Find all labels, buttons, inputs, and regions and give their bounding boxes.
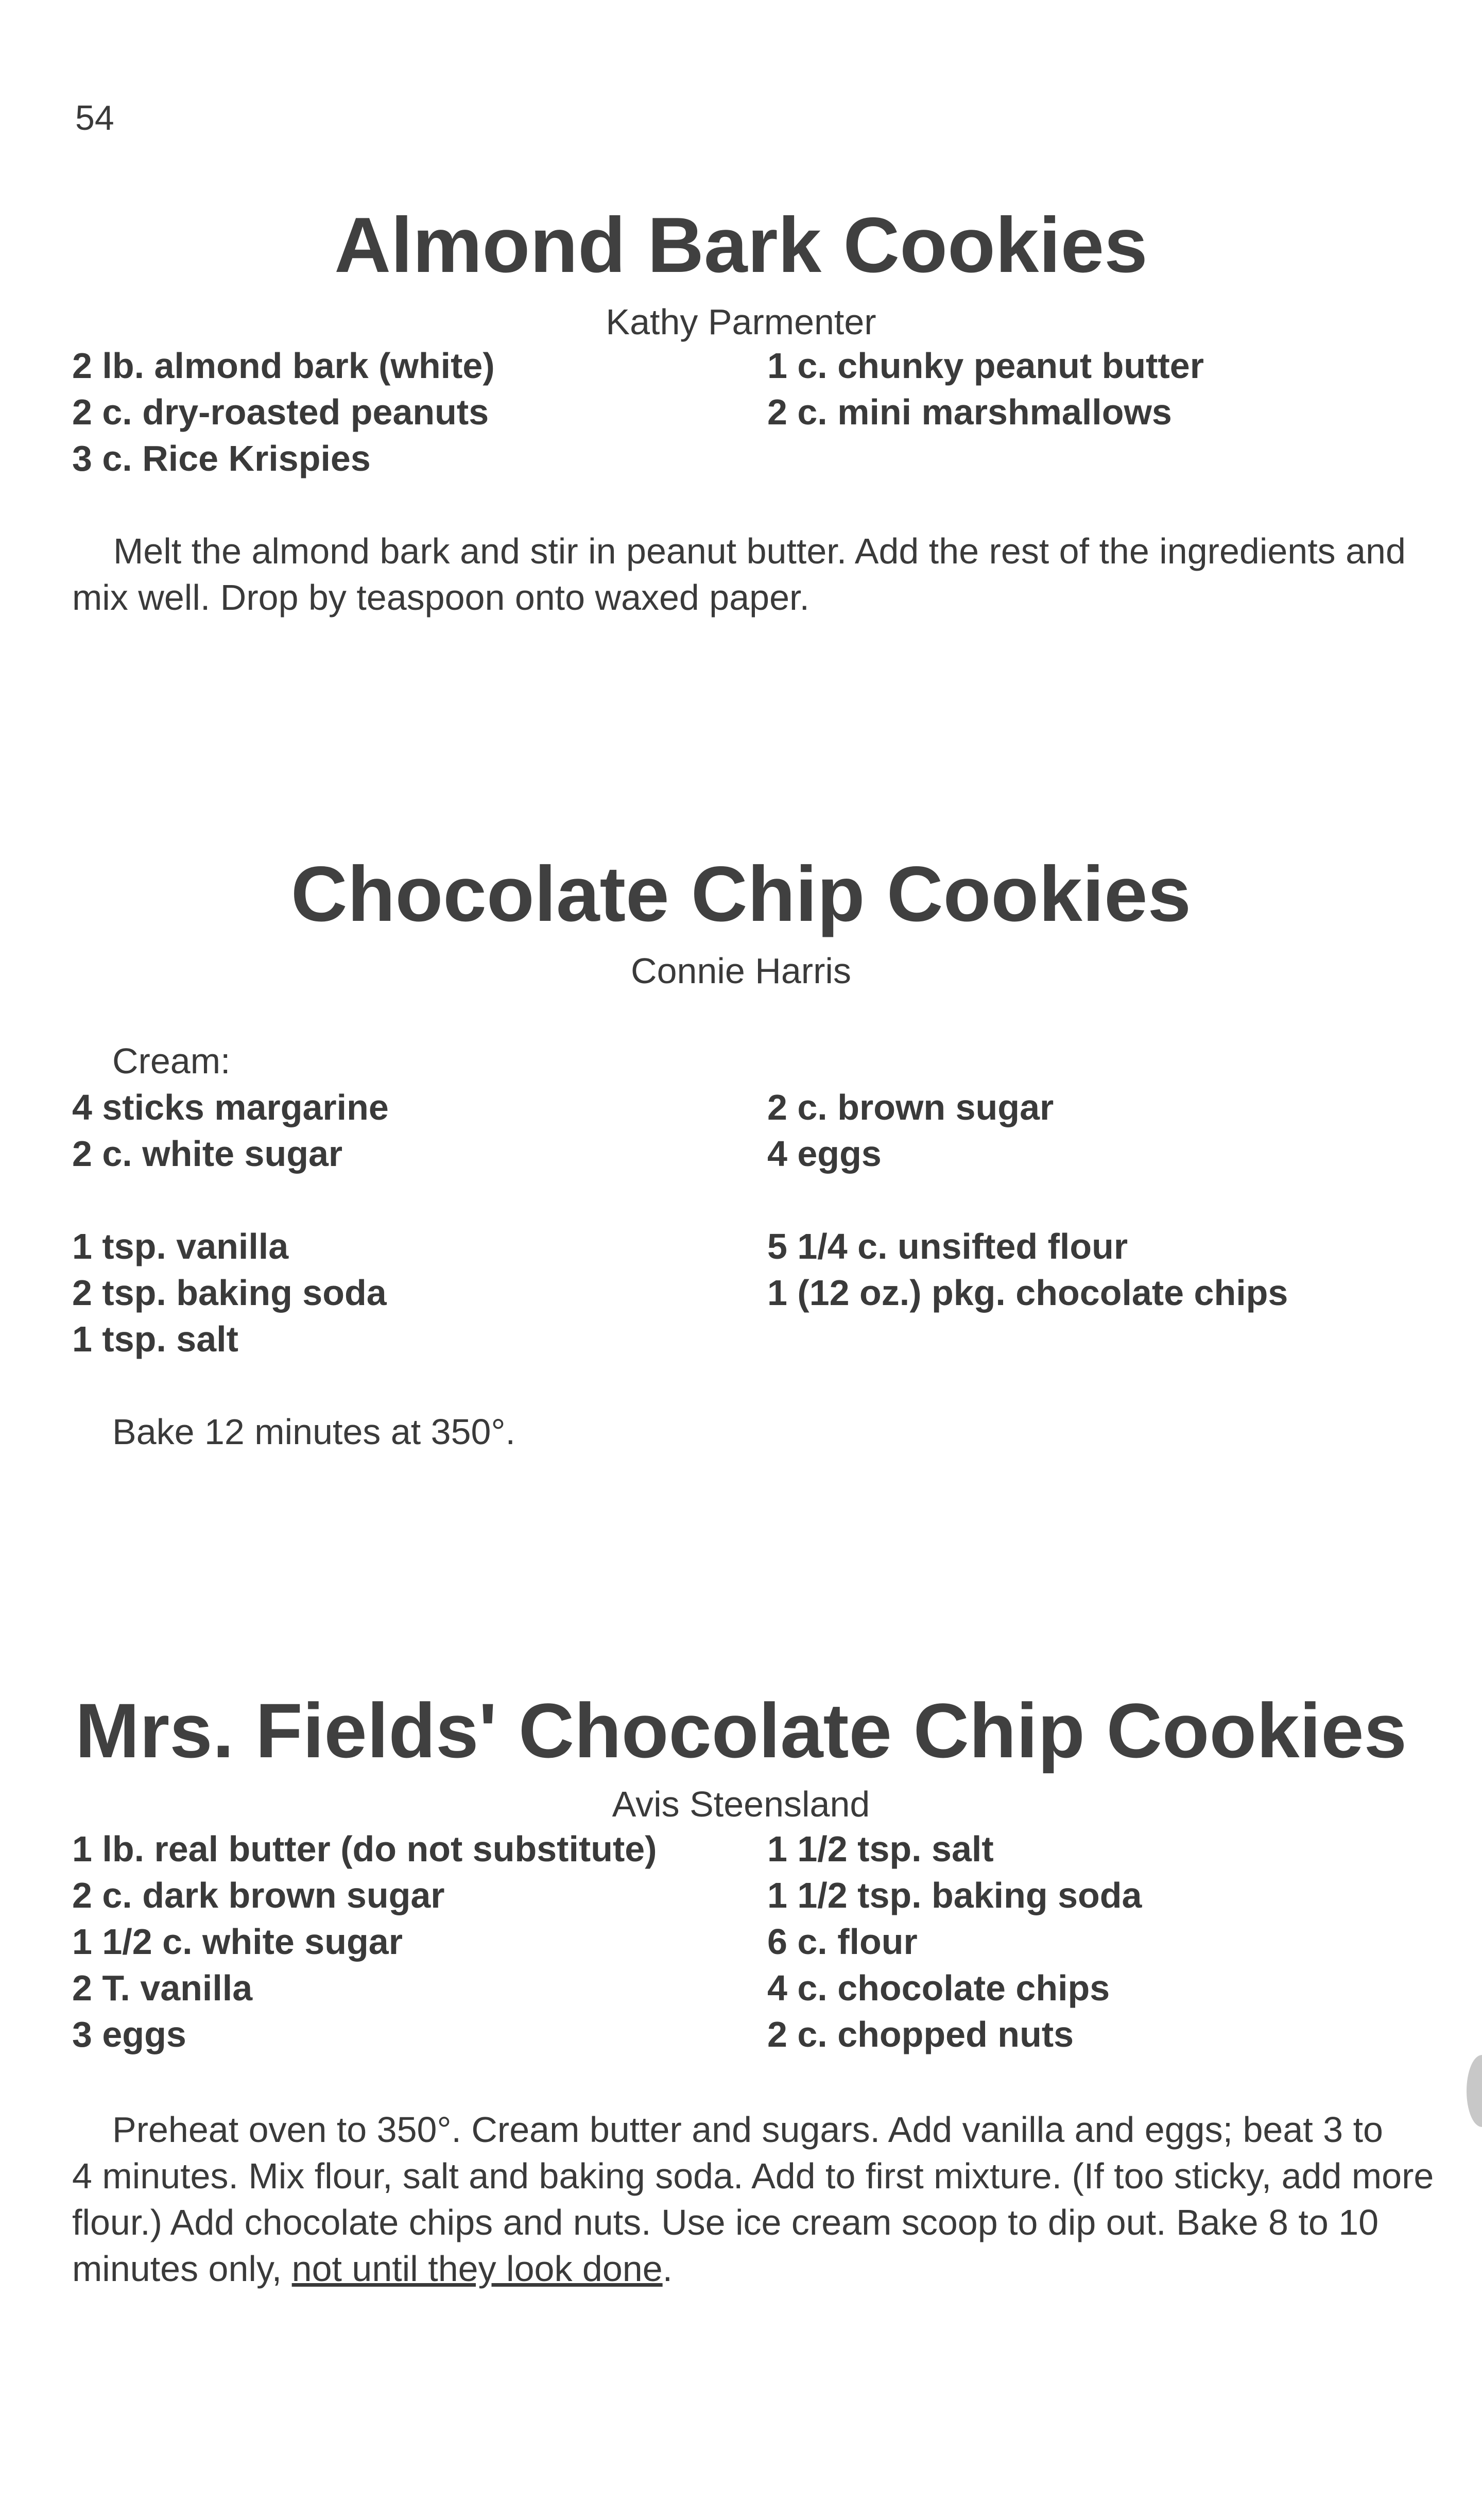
ingredient: 4 eggs [767,1134,882,1174]
directions-text: minutes only, [72,2249,292,2289]
directions-line: Melt the almond bark and stir in peanut butter. Add the rest of the ingredients and [113,531,1406,571]
ingredient: 2 c. brown sugar [767,1087,1054,1127]
ingredient: 2 c. dry-roasted peanuts [72,392,489,432]
directions-line: flour.) Add chocolate chips and nuts. Use ice cream scoop to dip out. Bake 8 to 10 [72,2202,1379,2242]
ingredients-right-group2 [767,1223,1288,1316]
recipe-title-chocolate-chip: Chocolate Chip Cookies [290,850,1192,938]
ingredients-left [72,1826,657,2058]
directions-line: 4 minutes. Mix flour, salt and baking soda. Add to first mixture. (If too sticky, add more [72,2156,1434,2196]
page-number: 54 [75,98,114,138]
recipe-directions: Bake 12 minutes at 350°. [112,1412,515,1452]
ingredient: 2 c. chopped nuts [767,2014,1074,2054]
recipe-author: Connie Harris [631,951,851,991]
ingredient: 2 c. dark brown sugar [72,1875,445,1915]
ingredient: 5 1/4 c. unsifted flour [767,1226,1128,1266]
recipe-author: Avis Steensland [612,1784,870,1824]
cream-label: Cream: [112,1041,231,1081]
directions-line [72,2245,1473,2292]
ingredients-left-group1 [72,1084,389,1177]
ingredient: 1 1/2 tsp. baking soda [767,1875,1142,1915]
ingredient: 1 1/2 tsp. salt [767,1829,994,1869]
ingredient: 6 c. flour [767,1922,918,1962]
ingredient: 3 eggs [72,2014,186,2054]
ingredient: 2 c. white sugar [72,1134,343,1174]
ingredient: 4 c. chocolate chips [767,1968,1110,2008]
ingredient: 3 c. Rice Krispies [72,438,371,478]
ingredient: 1 tsp. salt [72,1319,238,1359]
ingredient: 2 tsp. baking soda [72,1273,387,1313]
ingredients-left [72,342,495,482]
directions-line: Preheat oven to 350°. Cream butter and sugars. Add vanilla and eggs; beat 3 to [112,2110,1383,2150]
ingredients-right [767,1826,1142,2058]
recipe-title-mrs-fields: Mrs. Fields' Chocolate Chip Cookies [75,1687,1407,1774]
ingredient: 2 T. vanilla [72,1968,253,2008]
recipe-directions [72,2106,1473,2292]
recipe-author: Kathy Parmenter [606,302,876,342]
recipe-directions [72,528,1473,621]
underlined-warning: not until they look done [291,2249,663,2289]
ingredients-right-group1 [767,1084,1054,1177]
ingredient: 4 sticks margarine [72,1087,389,1127]
ingredients-left-group2 [72,1223,387,1362]
ingredient: 1 tsp. vanilla [72,1226,289,1266]
directions-line: mix well. Drop by teaspoon onto waxed paper. [72,577,809,618]
directions-text: . [662,2249,673,2289]
ingredient: 1 c. chunky peanut butter [767,346,1204,386]
ingredient: 1 (12 oz.) pkg. chocolate chips [767,1273,1288,1313]
ingredient: 2 c. mini marshmallows [767,392,1172,432]
ingredient: 1 lb. real butter (do not substitute) [72,1829,657,1869]
ingredient: 2 lb. almond bark (white) [72,346,495,386]
ingredient: 1 1/2 c. white sugar [72,1922,403,1962]
ingredients-right [767,342,1204,435]
recipe-title-almond-bark: Almond Bark Cookies [334,201,1148,289]
